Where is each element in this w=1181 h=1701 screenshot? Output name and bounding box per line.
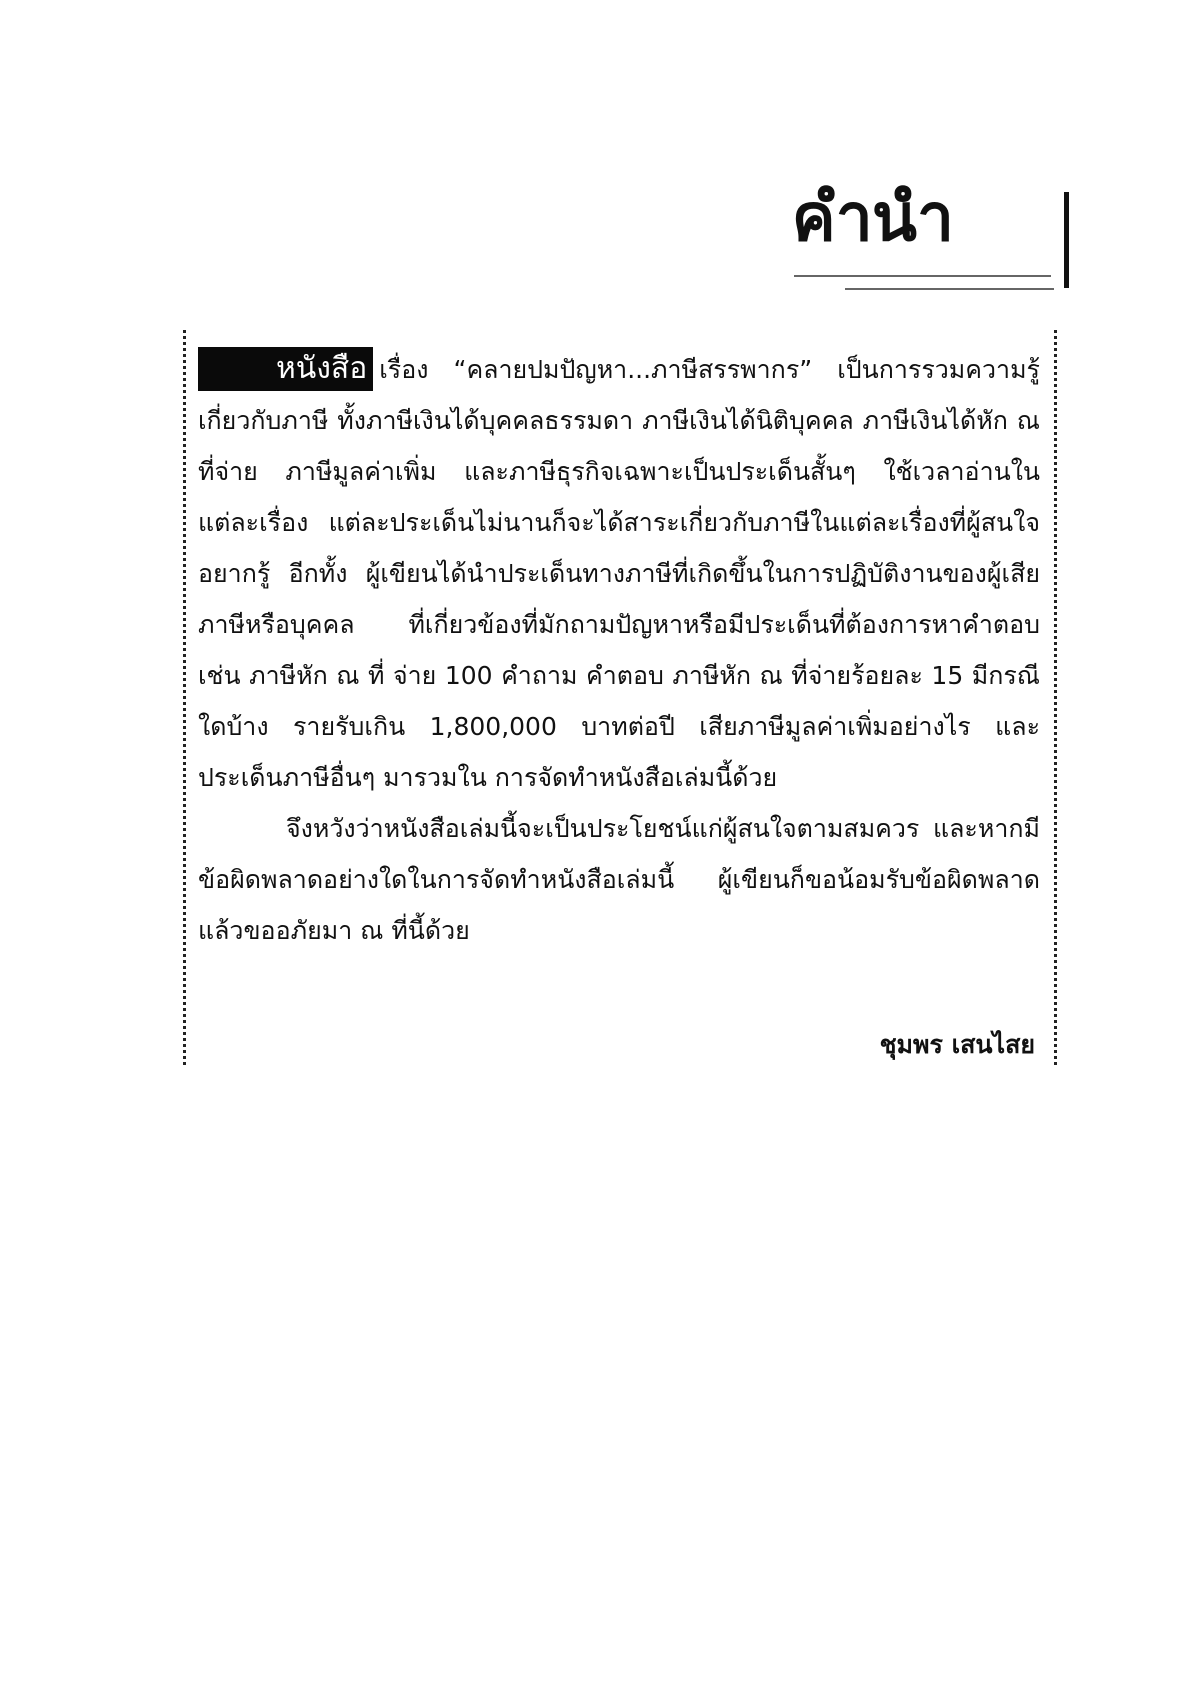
title-underline-rule xyxy=(794,275,1051,277)
author-signature: ชุมพร เสนไสย xyxy=(879,1030,1035,1059)
lead-word-highlight: หนังสือ xyxy=(198,347,373,391)
preface-paragraph-1-text: เรื่อง “คลายปมปัญหา...ภาษีสรรพากร” เป็นการรวมความรู้เกี่ยวกับภาษี ทั้งภาษีเงินได้บุคคลธรรมดา ภาษีเงินได้นิติบุคคล ภาษีเงินได้หัก ณ ที่จ่าย ภาษีมูลค่าเพิ่ม และภาษีธุรกิจเฉพาะเป็นประเด็นสั้นๆ ใช้เวลาอ่านในแต่ละเรื่อง แต่ละประเด็นไม่นานก็จะได้สาระเกี่ยวกับภาษีในแต่ละเรื่องที่ผู้สนใจอยากรู้ อีกทั้ง ผู้เขียนได้นำประเด็นทางภาษีที่เกิดขึ้นในการปฏิบัติงานของผู้เสียภาษีหรือบุคคล ที่เกี่ยวข้องที่มักถามปัญหาหรือมีประเด็นที่ต้องการหาคำตอบ เช่น ภาษีหัก ณ ที่ จ่าย 100 คำถาม คำตอบ ภาษีหัก ณ ที่จ่ายร้อยละ 15 มีกรณีใดบ้าง รายรับเกิน 1,800,000 บาทต่อปี เสียภาษีมูลค่าเพิ่มอย่างไร และประเด็นภาษีอื่นๆ มารวมใน การจัดทำหนังสือเล่มนี้ด้วย xyxy=(198,355,1040,792)
page-title: คำนำ xyxy=(791,179,953,256)
title-underline-rule-secondary xyxy=(845,288,1054,290)
preface-paragraph-1 xyxy=(198,344,1040,803)
preface-paragraph-2: จึงหวังว่าหนังสือเล่มนี้จะเป็นประโยชน์แก่ผู้สนใจตามสมควร และหากมี ข้อผิดพลาดอย่างใดในการจัดทำหนังสือเล่มนี้ ผู้เขียนก็ขอน้อมรับข้อผิดพลาด แล้วขออภัยมา ณ ที่นี้ด้วย xyxy=(198,814,1040,945)
preface-body xyxy=(198,344,1040,956)
title-vertical-bar xyxy=(1064,192,1069,288)
